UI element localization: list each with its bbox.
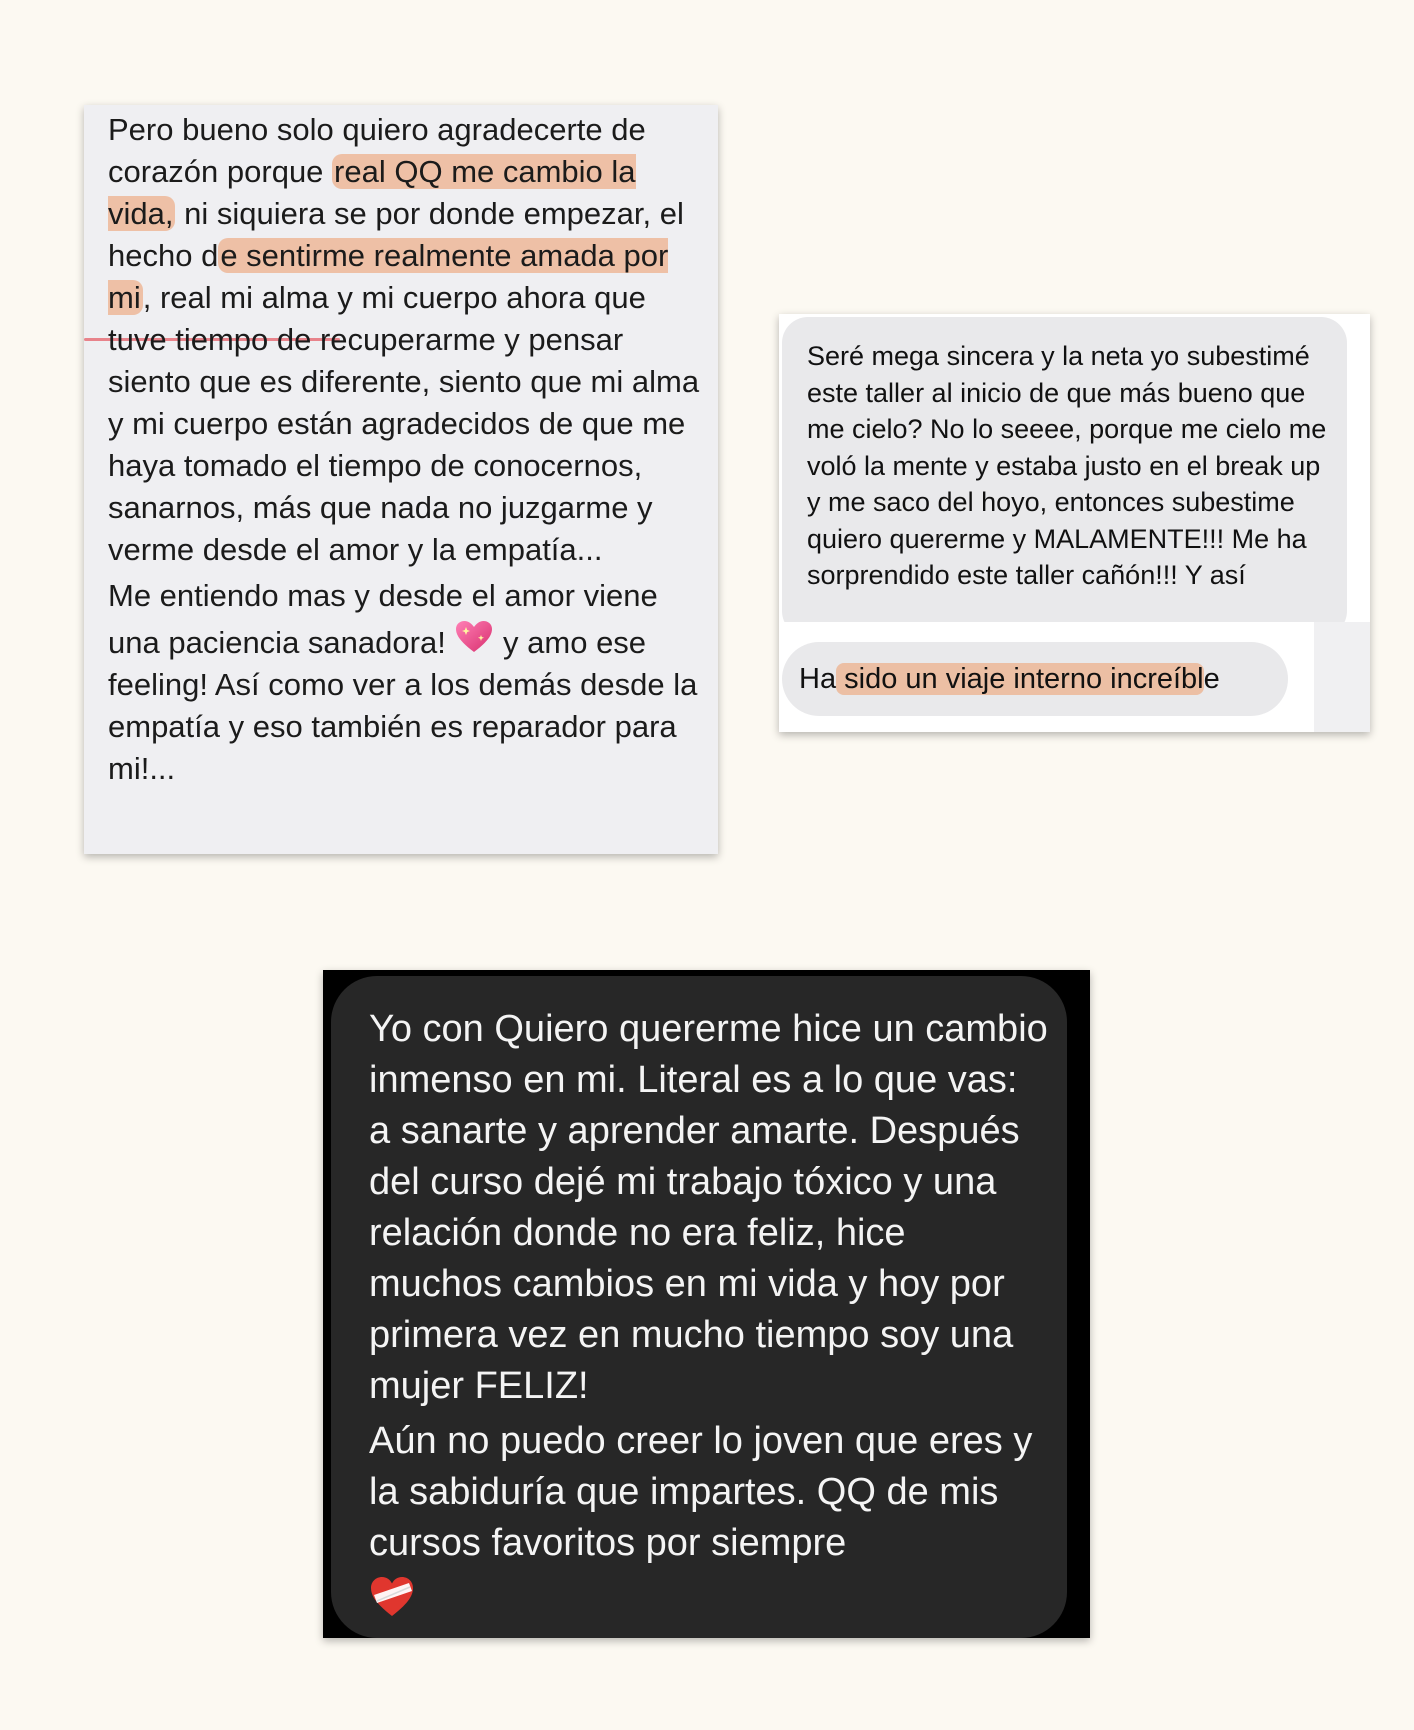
reply-bubble [782, 642, 1288, 716]
reply-highlight: sido un viaje interno increíbl [836, 663, 1204, 695]
testimonial-3-paragraph-2: Aún no puedo creer lo joven que eres y la sabiduría que impartes. QQ de mis cursos favoritos por siempre [369, 1420, 1033, 1564]
testimonial-3-paragraph-1: Yo con Quiero quererme hice un cambio inmenso en mi. Literal es a lo que vas: a sanarte y aprender amarte. Después del curso dejé mi trabajo tóxico y una relación donde no era feliz, hice muchos cambios en mi vida y hoy por primera vez en mucho tiempo soy una mujer FELIZ! [369, 1008, 1048, 1407]
sparkling-heart-icon [454, 619, 494, 660]
reply-text: Ha sido un viaje interno increíble [799, 663, 1220, 695]
message-bubble [782, 317, 1347, 637]
testimonial-1-paragraph-2: Me entiendo mas y desde el amor viene una paciencia sanadora! y amo ese feeling! Así como ver a los demás desde la empatía y eso también es reparador para mi!... [108, 578, 698, 786]
highlight-2: e sentirme realmente amada por mi [108, 238, 669, 315]
testimonial-1-text [108, 109, 708, 790]
dark-message-bubble [331, 976, 1067, 1638]
highlight-1: real QQ me cambio la vida, [108, 154, 636, 231]
mending-heart-icon [369, 1575, 415, 1619]
testimonial-card-2 [779, 314, 1370, 732]
testimonial-1-paragraph-1: Pero bueno solo quiero agradecerte de corazón porque real QQ me cambio la vida, ni siquiera se por donde empezar, el hecho de sentirme realmente amada por mi, real mi alma y mi cuerpo ahora que tuve tiempo de recuperarme y pensar siento que es diferente, siento que mi alma y mi cuerpo están agradecidos de que me haya tomado el tiempo de conocernos, sanarnos, más que nada no juzgarme y verme desde el amor y la empatía... [108, 112, 700, 567]
bubble-divider [779, 622, 1370, 642]
testimonial-card-1 [84, 105, 718, 854]
testimonial-card-3 [323, 970, 1090, 1638]
message-text: Seré mega sincera y la neta yo subestimé este taller al inicio de que más bueno que me cielo? No lo seeee, porque me cielo me voló la mente y estaba justo en el break up y me saco del hoyo, entonces subestime quiero quererme y MALAMENTE!!! Me ha sorprendido este taller cañón!!! Y así [807, 341, 1327, 590]
testimonial-3-text [369, 1004, 1049, 1633]
side-panel [1314, 622, 1370, 732]
